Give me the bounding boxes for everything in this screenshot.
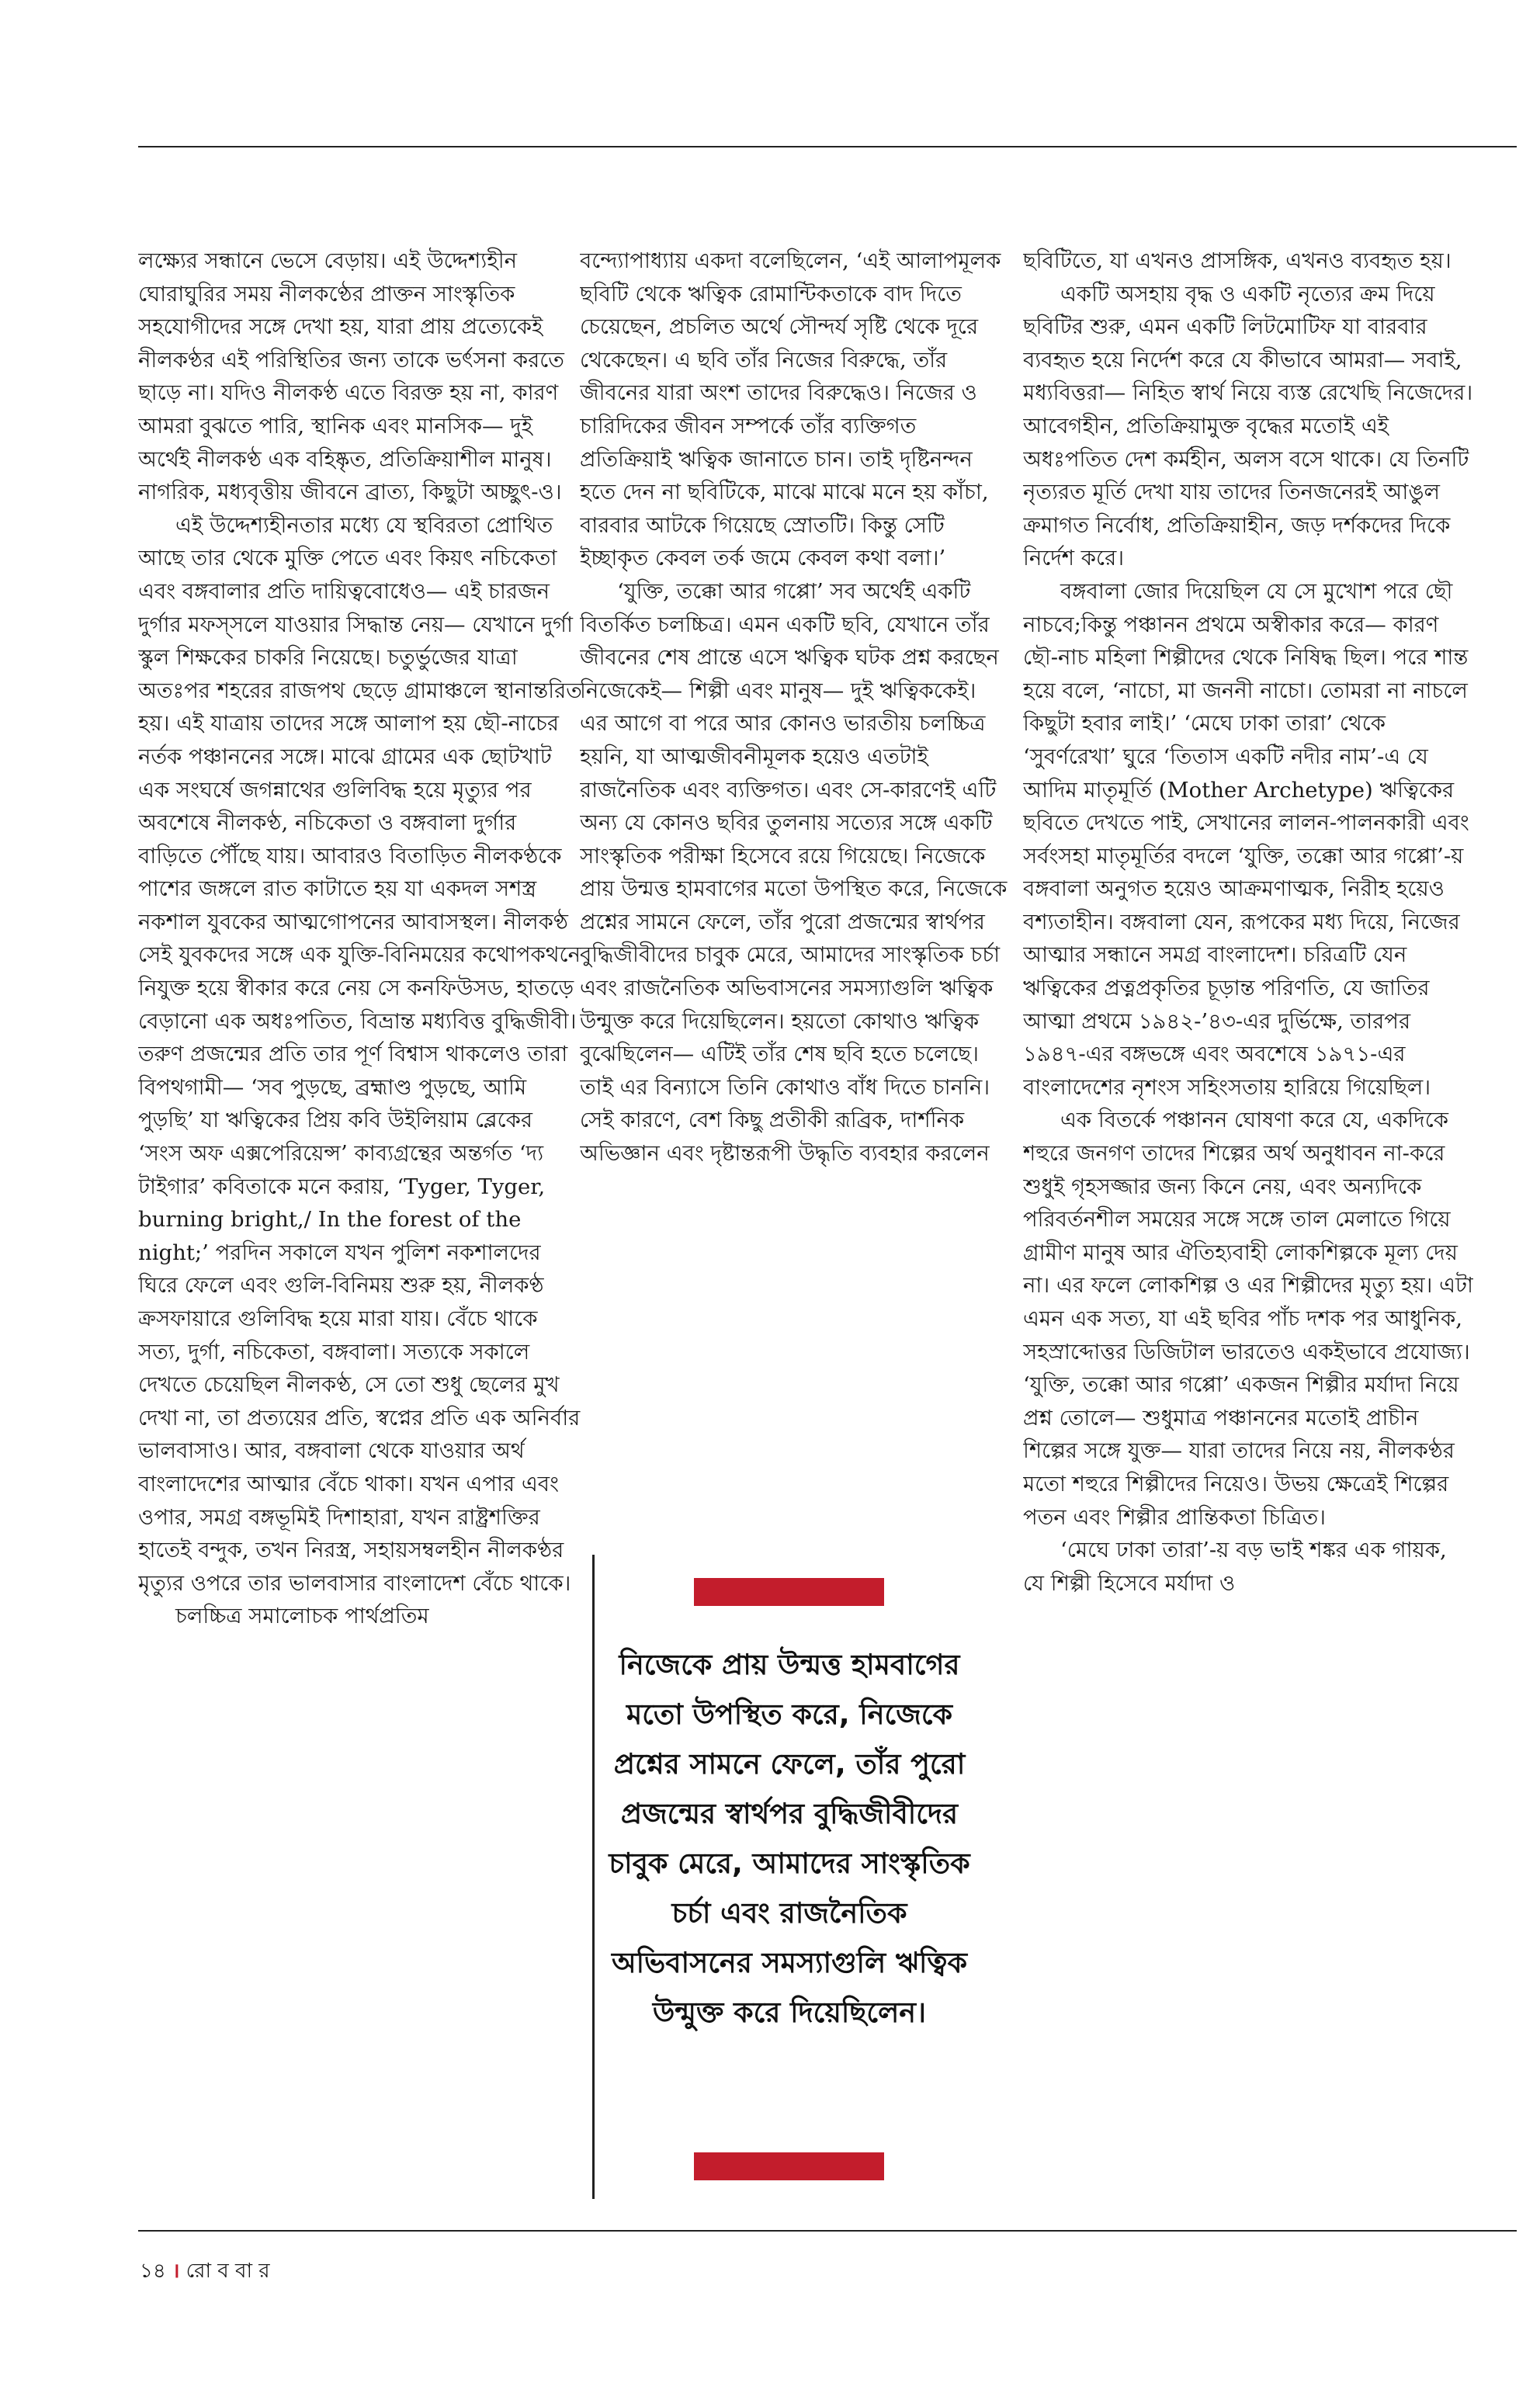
pull-quote-top-bar (694, 1578, 884, 1606)
article-column-1 (138, 245, 582, 2224)
paragraph: চলচ্চিত্র সমালোচক পার্থপ্রতিম (175, 1604, 429, 1629)
paragraph: এই উদ্দেশ্যহীনতার মধ্যে যে স্থবিরতা প্রোথিত আছে তার থেকে মুক্তি পেতে এবং কিয়ৎ নচিকেতা এবং বঙ্গবালার প্রতি দায়িত্ববোধেও— এই চারজন দুর্গার মফস্সলে যাওয়ার সিদ্ধান্ত নেয়— যেখানে দুর্গা স্কুল শিক্ষকের চাকরি নিয়েছে। চতুর্ভুজের যাত্রা অতঃপর শহরের রাজপথ ছেড়ে গ্রামাঞ্চলে স্থানান্তরিত হয়। এই যাত্রায় তাদের সঙ্গে আলাপ হয় ছৌ-নাচের নর্তক পঞ্চাননের সঙ্গে। মাঝে গ্রামের এক ছোটখাট এক সংঘর্ষে জগন্নাথের গুলিবিদ্ধ হয়ে মৃত্যুর পর অবশেষে নীলকণ্ঠ, নচিকেতা ও বঙ্গবালা দুর্গার বাড়িতে পৌঁছে যায়। আবারও বিতাড়িত নীলকণ্ঠকে পাশের জঙ্গলে রাত কাটাতে হয় যা একদল সশস্ত্র নকশাল যুবকের আত্মগোপনের আবাসস্থল। নীলকণ্ঠ সেই যুবকদের সঙ্গে এক যুক্তি-বিনিময়ের কথোপকথনে নিযুক্ত হয়ে স্বীকার করে নেয় সে কনফিউসড, হাতড়ে বেড়ানো এক অধঃপতিত, বিভ্রান্ত মধ্যবিত্ত বুদ্ধিজীবী। তরুণ প্রজন্মের প্রতি তার পূর্ণ বিশ্বাস থাকলেও তারা বিপথগামী— ‘সব পুড়ছে, ব্রহ্মাণ্ড পুড়ছে, আমি পুড়ছি’ যা ঋত্বিকের প্রিয় কবি উইলিয়াম ব্লেকের ‘সংস অফ এক্সপেরিয়েন্স’ কাব্যগ্রন্থের অন্তর্গত ‘দ্য টাইগার’ কবিতাকে মনে করায়, ‘Tyger, Tyger, burning bright,/ In the forest of the night;’ পরদিন সকালে যখন পুলিশ নকশালদের ঘিরে ফেলে এবং গুলি-বিনিময় শুরু হয়, নীলকণ্ঠ ক্রসফায়ারে গুলিবিদ্ধ হয়ে মারা যায়। বেঁচে থাকে সত্য, দুর্গা, নচিকেতা, বঙ্গবালা। সত্যকে সকালে দেখতে চেয়েছিল নীলকণ্ঠ, সে তো শুধু ছেলের মুখ দেখা না, তা প্রত্যয়ের প্রতি, স্বপ্নের প্রতি এক অনির্বার ভালবাসাও। আর, বঙ্গবালা থেকে যাওয়ার অর্থ বাংলাদেশের আত্মার বেঁচে থাকা। যখন এপার এবং ওপার, সমগ্র বঙ্গভূমিই দিশাহারা, যখন রাষ্ট্রশক্তির হাতেই বন্দুক, তখন নিরস্ত্র, সহায়সম্বলহীন নীলকণ্ঠর মৃত্যুর ওপরে তার ভালবাসার বাংলাদেশ বেঁচে থাকে। (138, 512, 582, 1596)
top-rule (138, 146, 1517, 147)
footer-separator: । (172, 2259, 180, 2283)
paragraph: লক্ষ্যের সন্ধানে ভেসে বেড়ায়। এই উদ্দেশ্যহীন ঘোরাঘুরির সময় নীলকণ্ঠের প্রাক্তন সাংস্কৃতিক সহযোগীদের সঙ্গে দেখা হয়, যারা প্রায় প্রত্যেকেই নীলকণ্ঠর এই পরিস্থিতির জন্য তাকে ভর্ৎসনা করতে ছাড়ে না। যদিও নীলকণ্ঠ এতে বিরক্ত হয় না, কারণ আমরা বুঝতে পারি, স্থানিক এবং মানসিক— দুই অর্থেই নীলকণ্ঠ এক বহিষ্কৃত, প্রতিক্রিয়াশীল মানুষ। নাগরিক, মধ্যবৃত্তীয় জীবনে ব্রাত্য, কিছুটা অচ্ছুৎ-ও। (138, 248, 564, 505)
article-column-2 (580, 245, 1011, 1521)
article-column-3 (1023, 245, 1473, 2224)
pull-quote-box (592, 1555, 975, 2199)
pull-quote-text: নিজেকে প্রায় উন্মত্ত হামবাগের মতো উপস্থিত করে, নিজেকে প্রশ্নের সামনে ফেলে, তাঁর পুরো প্রজন্মের স্বার্থপর বুদ্ধিজীবীদের চাবুক মেরে, আমাদের সাংস্কৃতিক চর্চা এবং রাজনৈতিক অভিবাসনের সমস্যাগুলি ঋত্বিক উন্মুক্ত করে দিয়েছিলেন। (609, 1648, 970, 2029)
paragraph: বন্দ্যোপাধ্যায় একদা বলেছিলেন, ‘এই আলাপমূলক ছবিটি থেকে ঋত্বিক রোমান্টিকতাকে বাদ দিতে চেয়েছেন, প্রচলিত অর্থে সৌন্দর্য সৃষ্টি থেকে দূরে থেকেছেন। এ ছবি তাঁর নিজের বিরুদ্ধে, তাঁর জীবনের যারা অংশ তাদের বিরুদ্ধেও। নিজের ও চারিদিকের জীবন সম্পর্কে তাঁর ব্যক্তিগত প্রতিক্রিয়াই ঋত্বিক জানাতে চান। তাই দৃষ্টিনন্দন হতে দেন না ছবিটিকে, মাঝে মাঝে মনে হয় কাঁচা, বারবার আটকে গিয়েছে স্রোতটি। কিন্তু সেটি ইচ্ছাকৃত কেবল তর্ক জমে কেবল কথা বলা।’ (580, 248, 1001, 571)
paragraph: একটি অসহায় বৃদ্ধ ও একটি নৃত্যের ক্রম দিয়ে ছবিটির শুরু, এমন একটি লিটমোটিফ যা বারবার ব্যবহৃত হয়ে নির্দেশ করে যে কীভাবে আমরা— সবাই, মধ্যবিত্তরা— নিহিত স্বার্থ নিয়ে ব্যস্ত রেখেছি নিজেদের। আবেগহীন, প্রতিক্রিয়ামুক্ত বৃদ্ধের মতোই এই অধঃপতিত দেশ কর্মহীন, অলস বসে থাকে। যে তিনটি নৃত্যরত মূর্তি দেখা যায় তাদের তিনজনেরই আঙুল ক্রমাগত নির্বোধ, প্রতিক্রিয়াহীন, জড় দর্শকদের দিকে নির্দেশ করে। (1023, 281, 1473, 571)
paragraph: ‘মেঘে ঢাকা তারা’-য় বড় ভাই শঙ্কর এক গায়ক, যে শিল্পী হিসেবে মর্যাদা ও (1023, 1538, 1447, 1596)
paragraph: এক বিতর্কে পঞ্চানন ঘোষণা করে যে, একদিকে শহুরে জনগণ তাদের শিল্পের অর্থ অনুধাবন না-করে শুধুই গৃহসজ্জার জন্য কিনে নেয়, এবং অন্যদিকে পরিবর্তনশীল সময়ের সঙ্গে সঙ্গে তাল মেলাতে গিয়ে গ্রামীণ মানুষ আর ঐতিহ্যবাহী লোকশিল্পকে মূল্য দেয় না। এর ফলে লোকশিল্প ও এর শিল্পীদের মৃত্যু হয়। এটা এমন এক সত্য, যা এই ছবির পাঁচ দশক পর আধুনিক, সহস্রাব্দোত্তর ডিজিটাল ভারতেও একইভাবে প্রযোজ্য। ‘যুক্তি, তক্কো আর গপ্পো’ একজন শিল্পীর মর্যাদা নিয়ে প্রশ্ন তোলে— শুধুমাত্র পঞ্চাননের মতোই প্রাচীন শিল্পের সঙ্গে যুক্ত— যারা তাদের নিয়ে নয়, নীলকণ্ঠর মতো শহুরে শিল্পীদের নিয়েও। উভয় ক্ষেত্রেই শিল্পের পতন এবং শিল্পীর প্রান্তিকতা চিত্রিত। (1023, 1108, 1473, 1530)
page-footer (140, 2255, 270, 2289)
bottom-rule (138, 2230, 1517, 2232)
page-number: ১৪ (140, 2259, 166, 2283)
pull-quote-bottom-bar (694, 2152, 884, 2180)
paragraph: ‘যুক্তি, তক্কো আর গপ্পো’ সব অর্থেই একটি বিতর্কিত চলচ্চিত্র। এমন একটি ছবি, যেখানে তাঁর জীবনের শেষ প্রান্তে এসে ঋত্বিক ঘটক প্রশ্ন করছেন নিজেকেই— শিল্পী এবং মানুষ— দুই ঋত্বিককেই। এর আগে বা পরে আর কোনও ভারতীয় চলচ্চিত্র হয়নি, যা আত্মজীবনীমূলক হয়েও এতটাই রাজনৈতিক এবং ব্যক্তিগত। এবং সে-কারণেই এটি অন্য যে কোনও ছবির তুলনায় সত্যের সঙ্গে একটি সাংস্কৃতিক পরীক্ষা হিসেবে রয়ে গিয়েছে। নিজেকে প্রায় উন্মত্ত হামবাগের মতো উপস্থিত করে, নিজেকে প্রশ্নের সামনে ফেলে, তাঁর পুরো প্রজন্মের স্বার্থপর বুদ্ধিজীবীদের চাবুক মেরে, আমাদের সাংস্কৃতিক চর্চা এবং রাজনৈতিক অভিবাসনের সমস্যাগুলি ঋত্বিক উন্মুক্ত করে দিয়েছিলেন। হয়তো কোথাও ঋত্বিক বুঝেছিলেন— এটিই তাঁর শেষ ছবি হতে চলেছে। তাই এর বিন্যাসে তিনি কোথাও বাঁধ দিতে চাননি। সেই কারণে, বেশ কিছু প্রতীকী রূব্রিক, দার্শনিক অভিজ্ঞান এবং দৃষ্টান্তরূপী উদ্ধৃতি ব্যবহার করলেন (580, 578, 1008, 1167)
magazine-name: রো ব বা র (186, 2259, 270, 2283)
paragraph: ছবিটিতে, যা এখনও প্রাসঙ্গিক, এখনও ব্যবহৃত হয়। (1023, 248, 1452, 273)
paragraph: বঙ্গবালা জোর দিয়েছিল যে সে মুখোশ পরে ছৌ নাচবে;কিন্তু পঞ্চানন প্রথমে অস্বীকার করে— কারণ ছৌ-নাচ মহিলা শিল্পীদের থেকে নিষিদ্ধ ছিল। পরে শান্ত হয়ে বলে, ‘নাচো, মা জননী নাচো। তোমরা না নাচলে কিছুটা হবার লাই।’ ‘মেঘে ঢাকা তারা’ থেকে ‘সুবর্ণরেখা’ ঘুরে ‘তিতাস একটি নদীর নাম’-এ যে আদিম মাতৃমূর্তি (Mother Archetype) ঋত্বিকের ছবিতে দেখতে পাই, সেখানের লালন-পালনকারী এবং সর্বংসহা মাতৃমূর্তির বদলে ‘যুক্তি, তক্কো আর গপ্পো’-য় বঙ্গবালা অনুগত হয়েও আক্রমণাত্মক, নিরীহ হয়েও বশ্যতাহীন। বঙ্গবালা যেন, রূপকের মধ্য দিয়ে, নিজের আত্মার সন্ধানে সমগ্র বাংলাদেশ। চরিত্রটি যেন ঋত্বিকের প্রত্নপ্রকৃতির চূড়ান্ত পরিণতি, যে জাতির আত্মা প্রথমে ১৯৪২-’৪৩-এর দুর্ভিক্ষে, তারপর ১৯৪৭-এর বঙ্গভঙ্গে এবং অবশেষে ১৯৭১-এর বাংলাদেশের নৃশংস সহিংসতায় হারিয়ে গিয়েছিল। (1023, 578, 1469, 1100)
